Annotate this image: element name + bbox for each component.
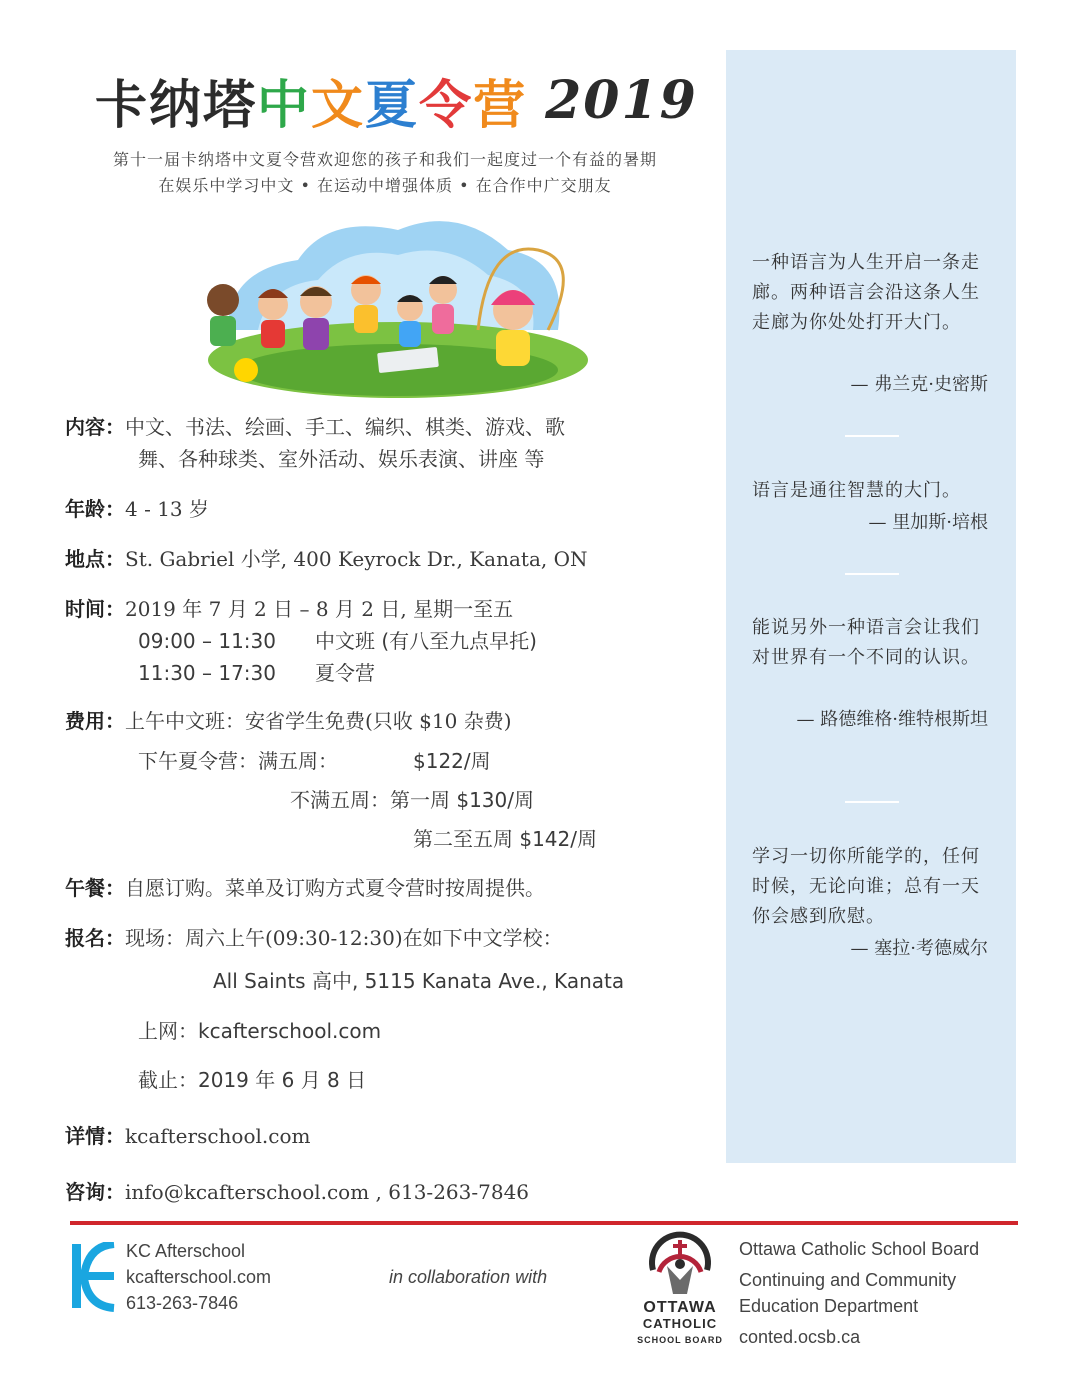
title-char: 中 (257, 74, 312, 136)
ocsb-line3: Education Department (739, 1296, 919, 1316)
fee-line3: 不满五周：第一周 $130/周 (290, 788, 534, 812)
fee-label: 费用： (65, 709, 125, 733)
info-link[interactable]: kcafterschool.com (125, 1124, 311, 1148)
ocsb-line2: Continuing and Community (739, 1270, 957, 1290)
age-row (65, 493, 209, 525)
subtitle-line2: 在娱乐中学习中文 • 在运动中增强体质 • 在合作中广交朋友 (158, 176, 612, 195)
content-line1: 中文、书法、绘画、手工、编织、棋类、游戏、歌 (125, 415, 565, 439)
time-slot1-desc: 中文班 (有八至九点早托) (315, 629, 537, 653)
registration-deadline: 截止：2019 年 6 月 8 日 (138, 1068, 367, 1092)
quote-author: — 塞拉·考德威尔 (850, 938, 988, 959)
time-slot2: 11:30 – 17:30 (138, 661, 276, 685)
ocsb-line1: Ottawa Catholic School Board (739, 1239, 980, 1259)
quote-author: — 路德维格·维特根斯坦 (796, 709, 988, 730)
title-char: 文 (311, 74, 366, 136)
page-title (95, 68, 698, 136)
quote-divider (845, 435, 899, 437)
fee-line2-b: $122/周 (413, 749, 491, 773)
kids-illustration (188, 210, 588, 400)
time-row (65, 593, 513, 625)
registration-online: 上网：kcafterschool.com (138, 1019, 382, 1043)
quote-divider (845, 801, 899, 803)
footer-divider (70, 1221, 1018, 1225)
fee-line1: 上午中文班：安省学生免费(只收 $10 杂费) (125, 709, 512, 733)
content-label: 内容： (65, 415, 125, 439)
ocsb-logo-text (633, 1300, 727, 1348)
collab-text: in collaboration with (389, 1267, 548, 1287)
quote-author: — 弗兰克·史密斯 (850, 374, 988, 395)
fee-row (65, 705, 512, 737)
ocsb-logo-icon (645, 1230, 715, 1298)
contact-row (65, 1176, 529, 1208)
title-char: 夏 (365, 74, 420, 136)
quote-sidebar (726, 50, 1016, 1163)
age-label: 年龄： (65, 497, 125, 521)
age-value: 4 - 13 岁 (125, 497, 210, 521)
title-year: 2019 (545, 69, 698, 131)
lunch-row (65, 872, 545, 904)
quote-text: 一种语言为人生开启一条走廊。两种语言会沿这条人生走廊为你处处打开大门。 (752, 252, 980, 333)
quote-author: — 里加斯·培根 (868, 512, 988, 533)
time-slot1: 09:00 – 11:30 (138, 629, 276, 653)
quote-text: 学习一切你所能学的，任何时候，无论向谁；总有一天你会感到欣慰。 (752, 846, 980, 927)
registration-row (65, 922, 563, 954)
ocsb-logo-line2: CATHOLIC (642, 1316, 718, 1331)
quote-text: 语言是通往智慧的大门。 (752, 480, 961, 501)
info-row (65, 1120, 310, 1152)
registration-label: 报名： (65, 926, 125, 950)
subtitle-line1: 第十一届卡纳塔中文夏令营欢迎您的孩子和我们一起度过一个有益的暑期 (112, 150, 657, 169)
kc-phone: 613-263-7846 (126, 1293, 239, 1313)
content-row (65, 411, 565, 443)
info-label: 详情： (65, 1124, 125, 1148)
ocsb-site[interactable]: conted.ocsb.ca (739, 1327, 861, 1347)
quote-text: 能说另外一种语言会让我们对世界有一个不同的认识。 (752, 617, 980, 668)
time-slot2-desc: 夏令营 (315, 661, 375, 685)
lunch-label: 午餐： (65, 876, 125, 900)
quote-divider (845, 573, 899, 575)
lunch-value: 自愿订购。菜单及订购方式夏令营时按周提供。 (125, 876, 545, 900)
registration-line2: All Saints 高中, 5115 Kanata Ave., Kanata (213, 969, 625, 993)
fee-line4: 第二至五周 $142/周 (413, 827, 597, 851)
location-label: 地点： (65, 547, 125, 571)
kc-logo-icon (70, 1242, 116, 1312)
time-line1: 2019 年 7 月 2 日 – 8 月 2 日, 星期一至五 (125, 597, 514, 621)
time-label: 时间： (65, 597, 125, 621)
title-kanata: 卡纳塔 (95, 74, 258, 136)
title-char: 营 (473, 74, 528, 136)
content-line2: 舞、各种球类、室外活动、娱乐表演、讲座 等 (138, 447, 545, 471)
registration-line1: 现场：周六上午(09:30-12:30)在如下中文学校： (125, 926, 563, 950)
title-char: 令 (419, 74, 474, 136)
location-value: St. Gabriel 小学, 400 Keyrock Dr., Kanata, ON (125, 547, 588, 571)
location-row (65, 543, 587, 575)
contact-label: 咨询： (65, 1180, 125, 1204)
contact-value[interactable]: info@kcafterschool.com , 613-263-7846 (125, 1180, 530, 1204)
ocsb-logo-line3: SCHOOL BOARD (637, 1335, 723, 1345)
ocsb-logo-line1: OTTAWA (643, 1299, 717, 1316)
fee-line2-a: 下午夏令营：满五周： (138, 749, 338, 773)
kc-name: KC Afterschool (126, 1241, 246, 1261)
kc-site[interactable]: kcafterschool.com (126, 1267, 272, 1287)
